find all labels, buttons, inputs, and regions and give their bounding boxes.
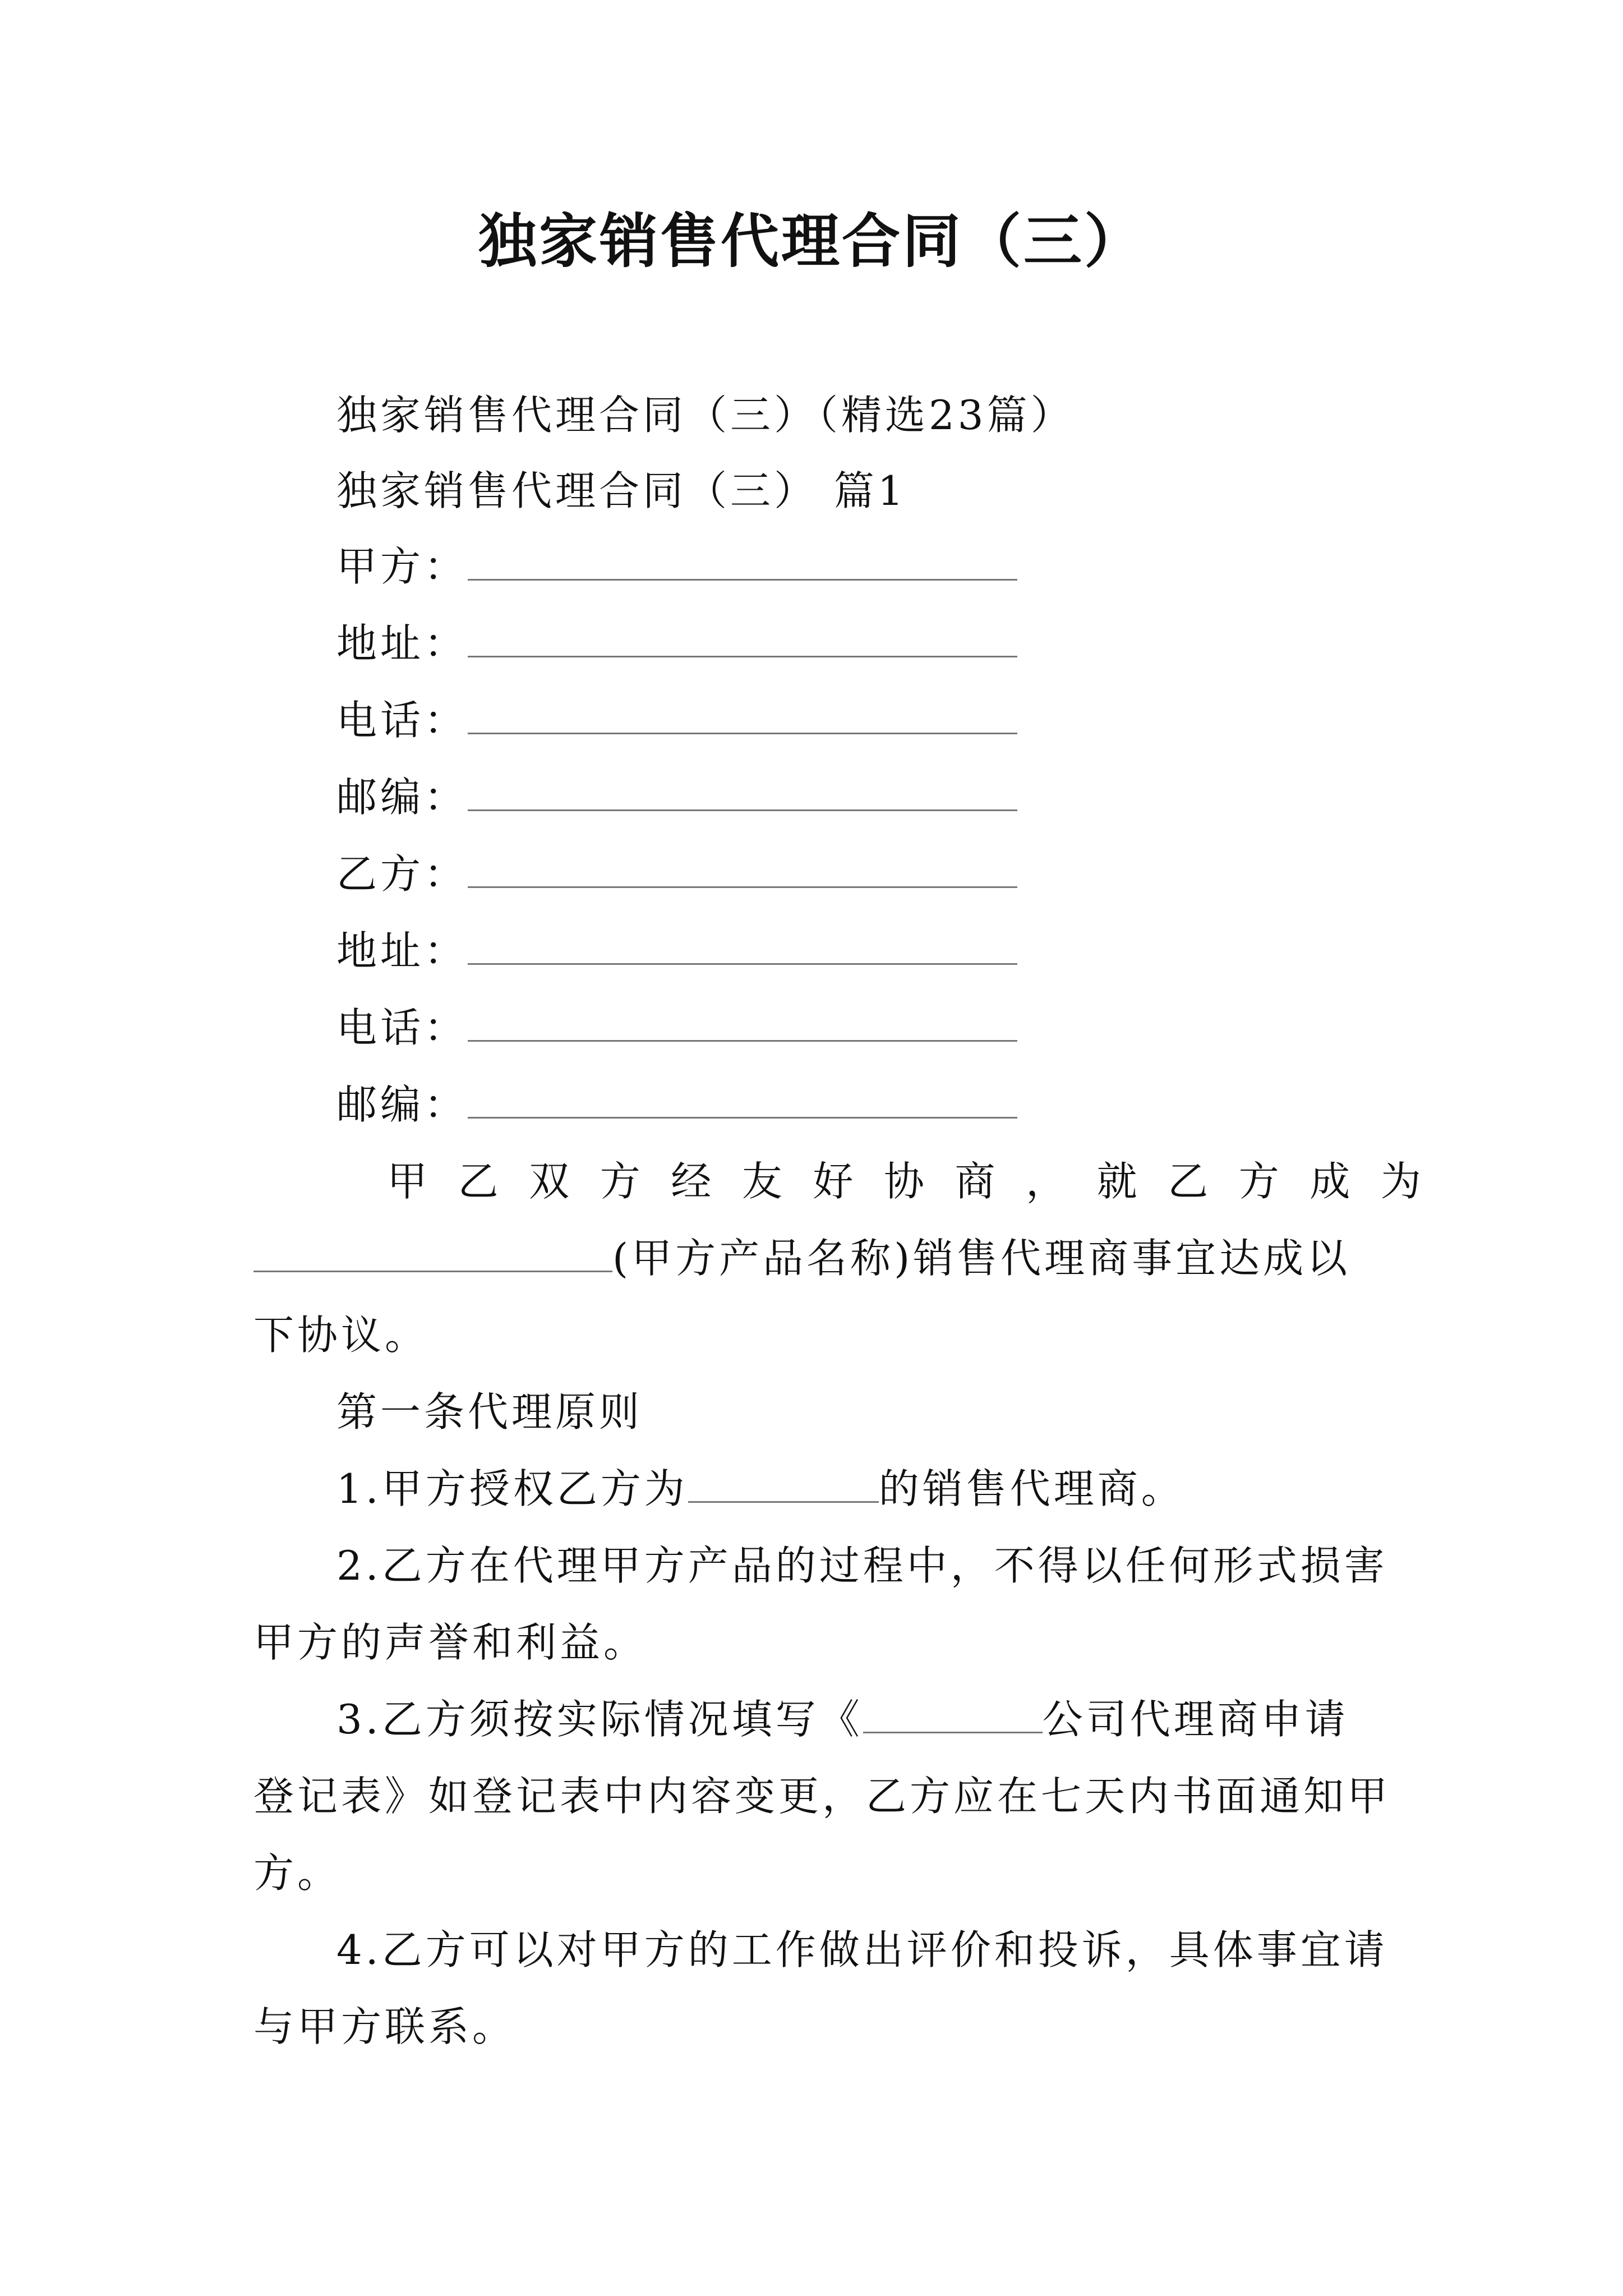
party-a-phone-label: 电话：: [336, 697, 468, 744]
party-a-blank[interactable]: [468, 540, 1017, 581]
party-a-address-blank[interactable]: [468, 616, 1017, 657]
intro-char: 为: [1380, 1158, 1424, 1205]
intro-char: 乙: [458, 1158, 502, 1205]
party-b-phone-label: 电话：: [336, 1004, 468, 1051]
clause-2-line-2: 甲方的声誉和利益。: [253, 1619, 648, 1666]
intro-line-3: 下协议。: [253, 1312, 429, 1359]
party-a-phone-blank[interactable]: [468, 693, 1017, 734]
clause-4-line-1: 4.乙方可以对甲方的工作做出评价和投诉，具体事宜请: [336, 1926, 1388, 1973]
clause-1: [336, 1461, 1185, 1517]
party-a-postcode-label: 邮编：: [336, 774, 468, 821]
party-a-address-label: 地址：: [336, 620, 468, 667]
intro-line-1: [387, 1153, 1424, 1209]
party-a-postcode-blank[interactable]: [468, 770, 1017, 811]
party-a-row: [336, 539, 1017, 595]
intro-char: 经: [671, 1158, 715, 1205]
party-b-phone-blank[interactable]: [468, 1001, 1017, 1042]
party-a-postcode-row: [336, 769, 1017, 825]
intro-line-2-text: (甲方产品名称)销售代理商事宜达成以: [612, 1235, 1351, 1282]
document-title: 独家销售代理合同（三）: [478, 206, 1145, 275]
party-b-blank[interactable]: [468, 847, 1017, 888]
party-b-label: 乙方：: [336, 850, 468, 898]
party-b-row: [336, 846, 1017, 902]
intro-line-2: [253, 1230, 1350, 1286]
party-b-postcode-blank[interactable]: [468, 1078, 1017, 1119]
clause-2-line-1: 2.乙方在代理甲方产品的过程中，不得以任何形式损害: [336, 1542, 1388, 1589]
party-b-postcode-row: [336, 1076, 1017, 1133]
clause-3-before: 3.乙方须按实际情况填写《: [336, 1696, 863, 1743]
clause-3-after: 公司代理商申请: [1042, 1696, 1349, 1743]
clause-1-after: 的销售代理商。: [878, 1465, 1185, 1512]
article-1-heading: 第一条代理原则: [336, 1388, 643, 1435]
clause-3-line-2: 登记表》如登记表中内容变更，乙方应在七天内书面通知甲: [253, 1773, 1391, 1820]
intro-char: 乙: [1168, 1158, 1212, 1205]
intro-char: 商: [955, 1158, 999, 1205]
clause-3-blank[interactable]: [863, 1692, 1043, 1733]
intro-char: ，: [1026, 1158, 1070, 1205]
intro-char: 好: [813, 1158, 857, 1205]
subtitle: 独家销售代理合同（三）（精选23篇）: [336, 392, 1075, 439]
intro-char: 方: [1238, 1158, 1283, 1205]
clause-1-before: 1.甲方授权乙方为: [336, 1465, 688, 1512]
product-name-blank[interactable]: [253, 1231, 612, 1272]
intro-char: 协: [883, 1158, 928, 1205]
intro-char: 友: [741, 1158, 786, 1205]
clause-3-line-3: 方。: [253, 1849, 342, 1897]
party-b-address-label: 地址：: [336, 927, 468, 974]
clause-1-blank[interactable]: [688, 1462, 879, 1503]
clause-4-line-2: 与甲方联系。: [253, 2003, 517, 2050]
intro-char: 方: [600, 1158, 644, 1205]
clause-3-line-1: [336, 1691, 1349, 1747]
party-a-phone-row: [336, 692, 1017, 748]
section-heading: 独家销售代理合同（三） 篇1: [336, 467, 907, 514]
intro-char: 成: [1310, 1158, 1354, 1205]
party-a-address-row: [336, 615, 1017, 671]
intro-justified-row: [387, 1153, 1424, 1209]
party-b-address-blank[interactable]: [468, 924, 1017, 965]
intro-char: 甲: [387, 1158, 431, 1205]
party-b-phone-row: [336, 1000, 1017, 1056]
intro-char: 就: [1096, 1158, 1141, 1205]
intro-char: 双: [529, 1158, 573, 1205]
party-a-label: 甲方：: [336, 543, 468, 590]
party-b-postcode-label: 邮编：: [336, 1081, 468, 1128]
party-b-address-row: [336, 923, 1017, 979]
